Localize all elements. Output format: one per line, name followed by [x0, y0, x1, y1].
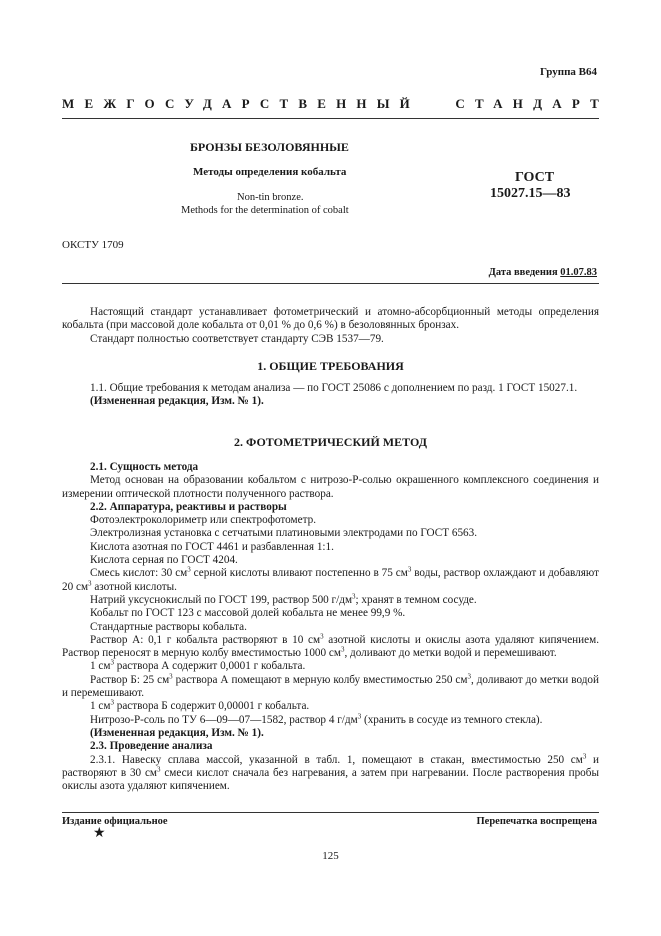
banner-word-standard: СТАНДАРТ	[455, 96, 609, 111]
reagent-item: Натрий уксуснокислый по ГОСТ 199, раствор 500 $г/дм^3$; хранят в темном сосуде.	[90, 592, 477, 606]
effective-date	[489, 267, 597, 278]
standard-banner	[62, 96, 609, 112]
section1-block	[62, 382, 599, 409]
subsection-2-1-text: Метод основан на образовании кобальтом с нитрозо-Р-солью окрашенного комплексного соединения и измерении оптической плотности полученного раствора.	[62, 474, 599, 500]
intro-paragraph-2: Стандарт полностью соответствует стандарту СЭВ 1537—79.	[90, 332, 384, 345]
official-edition-label: Издание официальное	[62, 816, 168, 827]
date-rule	[62, 283, 599, 284]
intro-paragraph: Настоящий стандарт устанавливает фотометрический и атомно-абсорбционный методы определения кобальта (при массовой доле кобальта от 0,01 % до 0,6 %) в безоловянных бронзах.	[62, 306, 599, 332]
page-number: 125	[322, 850, 339, 862]
group-code: Группа В64	[539, 66, 597, 78]
gost-label: ГОСТ	[515, 170, 555, 185]
date-label: Дата введения	[488, 267, 558, 278]
section2-block	[62, 461, 599, 793]
date-value: 01.07.83	[560, 267, 597, 278]
reagent-item: Кислота азотная по ГОСТ 4461 и разбавленная 1:1.	[90, 540, 334, 553]
gost-number: 15027.15—83	[490, 186, 571, 201]
solution-a: Раствор А: 0,1 г кобальта растворяют в 10 $см^3$ азотной кислоты и окислы азота удаляют кипячением. Раствор переносят в мерную колбу вместимостью 1000 $см^3$, доливают до метки водой и перемешивают.	[62, 632, 599, 660]
solution-a-content: 1 $см^3$ раствора А содержит 0,0001 г кобальта.	[90, 658, 306, 673]
solution-b-content: 1 $см^3$ раствора Б содержит 0,00001 г кобальта.	[90, 698, 310, 713]
section1-paragraph: 1.1. Общие требования к методам анализа — по ГОСТ 25086 с дополнением по разд. 1 ГОСТ 15027.1.	[90, 382, 578, 394]
okstu-code: ОКСТУ 1709	[62, 239, 124, 251]
subsection-2-1-heading: 2.1. Сущность метода	[90, 461, 199, 473]
reagent-item: Кобальт по ГОСТ 123 с массовой долей кобальта не менее 99,9 %.	[90, 607, 406, 620]
star-icon: ★	[93, 826, 106, 841]
solution-b: Раствор Б: 25 $см^3$ раствора А помещают в мерную колбу вместимостью 250 $см^3$, доливают до метки водой и перемешивают.	[62, 672, 599, 700]
equipment-item: Электролизная установка с сетчатыми платиновыми электродами по ГОСТ 6563.	[90, 527, 478, 540]
reagent-item: Смесь кислот: 30 $см^3$ серной кислоты вливают постепенно в 75 $см^3$ воды, раствор охлаждают и добавляют 20 $см^3$ азотной кислоты.	[62, 565, 599, 593]
subsection-2-3-heading: 2.3. Проведение анализа	[90, 740, 213, 753]
reagent-item: Нитрозо-Р-соль по ТУ 6—09—07—1582, раствор 4 $г/дм^3$ (хранить в сосуде из темного стекла).	[90, 711, 543, 726]
english-title-line2: Methods for the determination of cobalt	[181, 205, 349, 216]
footer-rule	[62, 812, 599, 813]
intro-block	[62, 306, 599, 346]
section2-heading: 2. ФОТОМЕТРИЧЕСКИЙ МЕТОД	[234, 435, 427, 449]
subsection-2-2-heading: 2.2. Аппаратура, реактивы и растворы	[90, 500, 287, 513]
header-rule	[62, 118, 599, 119]
reagent-item: Стандартные растворы кобальта.	[90, 620, 247, 633]
section1-amendment: (Измененная редакция, Изм. № 1).	[90, 395, 264, 408]
reprint-prohibited-label: Перепечатка воспрещена	[476, 816, 597, 827]
document-subtitle: Методы определения кобальта	[193, 166, 347, 178]
section2-amendment: (Измененная редакция, Изм. № 1).	[90, 726, 264, 739]
english-title-line1: Non-tin bronze.	[237, 192, 304, 203]
reagent-item: Кислота серная по ГОСТ 4204.	[90, 554, 238, 567]
procedure-paragraph: 2.3.1. Навеску сплава массой, указанной в табл. 1, помещают в стакан, вместимостью 250 $см^3$ и растворяют в 30 $см^3$ смеси кислот сначала без нагревания, а затем при нагревании. После растворения пробы окислы азота удаляют кипячением.	[62, 751, 599, 793]
banner-word-interstate: МЕЖГОСУДАРСТВЕННЫЙ	[62, 96, 420, 111]
equipment-item: Фотоэлектроколориметр или спектрофотометр.	[90, 514, 316, 527]
document-title: БРОНЗЫ БЕЗОЛОВЯННЫЕ	[190, 140, 349, 154]
section1-heading: 1. ОБЩИЕ ТРЕБОВАНИЯ	[257, 359, 404, 373]
